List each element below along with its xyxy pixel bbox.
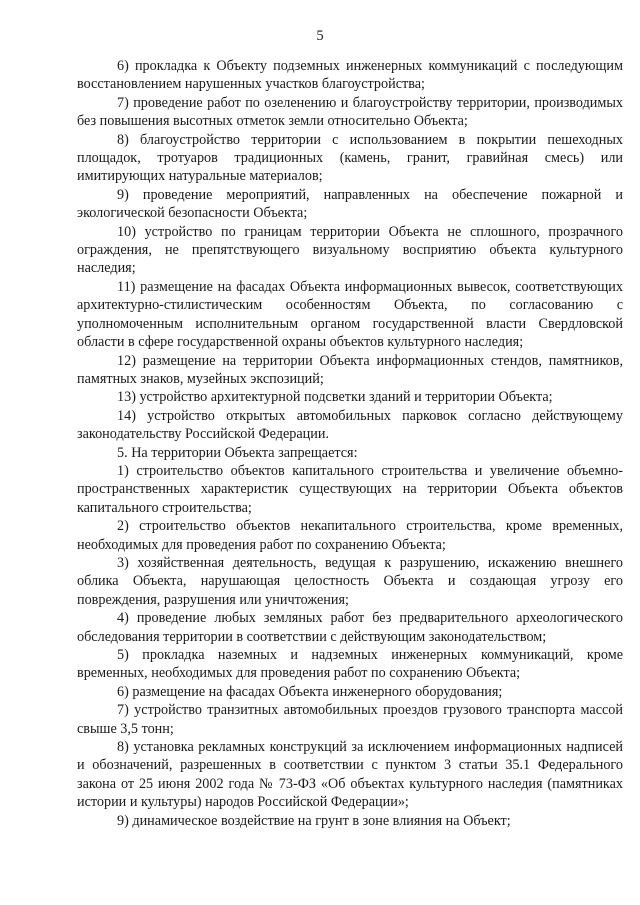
list-item: 13) устройство архитектурной подсветки зданий и территории Объекта;	[117, 389, 553, 406]
list-item: 9) динамическое воздействие на грунт в зоне влияния на Объект;	[117, 812, 511, 829]
list-item: 1) строительство объектов капитального строительства и увеличение объемно-пространственных характеристик существующих на территории Объекта объектов капитального строительства;	[77, 462, 623, 516]
list-item: 8) благоустройство территории с использованием в покрытии пешеходных площадок, тротуаров традиционных (камень, гранит, гравийная смесь) или имитирующих натуральные материалов;	[77, 131, 623, 185]
document-body	[77, 57, 623, 830]
list-item: 3) хозяйственная деятельность, ведущая к разрушению, искажению внешнего облика Объекта, нарушающая целостность Объекта и создающая угрозу его повреждения, разрушения или уничтожения;	[77, 554, 623, 608]
list-item: 4) проведение любых земляных работ без предварительного археологического обследования территории в соответствии с действующим законодательством;	[77, 610, 623, 645]
list-item: 7) устройство транзитных автомобильных проездов грузового транспорта массой свыше 3,5 тонн;	[77, 702, 623, 737]
list-item: 2) строительство объектов некапитального строительства, кроме временных, необходимых для проведения работ по сохранению Объекта;	[77, 518, 623, 553]
page-number: 5	[316, 28, 324, 44]
list-item: 6) размещение на фасадах Объекта инженерного оборудования;	[117, 683, 503, 700]
list-item: 11) размещение на фасадах Объекта информационных вывесок, соответствующих архитектурно-стилистическим особенностям Объекта, по согласованию с уполномоченным исполнительным органом государственной власти Свердловской области в сфере государственной охраны объектов культурного наследия;	[77, 278, 623, 351]
list-item: 6) прокладка к Объекту подземных инженерных коммуникаций с последующим восстановлением нарушенных участков благоустройства;	[77, 58, 623, 93]
list-item: 7) проведение работ по озеленению и благоустройству территории, производимых без повышения высотных отметок земли относительно Объекта;	[77, 94, 623, 130]
list-item: 14) устройство открытых автомобильных парковок согласно действующему законодательству Российской Федерации.	[77, 407, 623, 443]
section-heading: 5. На территории Объекта запрещается:	[117, 444, 358, 461]
list-item: 10) устройство по границам территории Объекта не сплошного, прозрачного ограждения, не препятствующего визуальному восприятию объекта культурного наследия;	[77, 223, 623, 277]
list-item: 9) проведение мероприятий, направленных на обеспечение пожарной и экологической безопасности Объекта;	[77, 186, 623, 222]
list-item: 12) размещение на территории Объекта информационных стендов, памятников, памятных знаков, музейных экспозиций;	[77, 352, 623, 387]
list-item: 8) установка рекламных конструкций за исключением информационных надписей и обозначений, разрешенных в соответствии с пунктом 3 статьи 35.1 Федерального закона от 25 июня 2002 года № 73-ФЗ «Об объектах культурного наследия (памятниках истории и культуры) народов Российской Федерации»;	[77, 739, 623, 811]
list-item: 5) прокладка наземных и надземных инженерных коммуникаций, кроме временных, необходимых для проведения работ по сохранению Объекта;	[77, 647, 623, 682]
